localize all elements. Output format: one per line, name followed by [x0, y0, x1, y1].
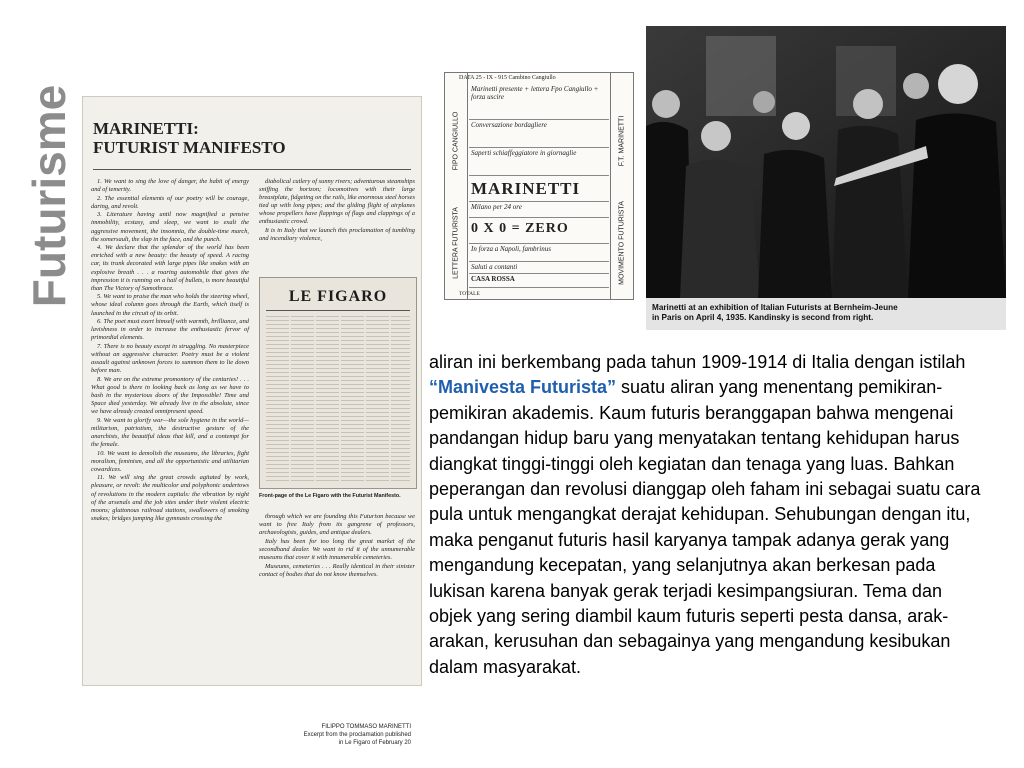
card-footer: TOTALE	[459, 291, 480, 297]
manifesto-point: 9. We want to glorify war—the sole hygiene in the world—militarism, patriotism, the destructive gesture of the anarchists, the beautiful ideas that kill, and a contempt for the female.	[91, 416, 249, 448]
card-handwritten-line: Saluti a contanti	[469, 263, 609, 274]
manifesto-point: 7. There is no beauty except in struggling. No masterpiece without an aggressive character. Poetry must be a violent assault against unknown forces to summon them to lie down before man.	[91, 342, 249, 375]
le-figaro-front-page	[259, 277, 417, 489]
signature-line: Excerpt from the proclamation published	[303, 732, 411, 738]
card-handwritten-line: Milano per 24 ore	[469, 203, 609, 218]
manifesto-point: 11. We will sing the great crowds agitated by work, pleasure, or revolt: the multicolor and polyphonic undertows of revolutions in the modern capitals: the vibration by night of the arsenals and the job sites under their violent electric moons; gluttonous railroad stations, swallowers of smoking snakes; bridges jumping like gymnasts crossing the	[91, 474, 249, 522]
manifesto-heading-line1: MARINETTI:	[93, 119, 199, 138]
manifesto-column-1	[91, 178, 249, 678]
manifesto-point: 3. Literature having until now magnified a pensive immobility, ecstasy, and sleep, we want to exalt the aggressive movement, the insomnia, the double-time march, the somersault, the slap in the face, and the punch.	[91, 211, 249, 243]
manifesto-rule	[93, 169, 411, 170]
card-left-label: FIPO CANGIULLO	[452, 111, 460, 171]
manifesto-heading	[93, 119, 286, 157]
manifesto-paragraph: Italy has been for too long the great market of the secondhand dealer. We want to rid it of the unnumerable museums that cover it with innumerable cemeteries.	[259, 537, 415, 561]
card-zero-equation: 0 X 0 = ZERO	[469, 221, 609, 244]
manifesto-point: 1. We want to sing the love of danger, the habit of energy and of temerity.	[91, 178, 249, 194]
description-paragraph	[429, 350, 989, 680]
manifesto-paragraph: through which we are founding this Futurism because we want to free Italy from its gangrene of professors, archaeologists, guides, and antique dealers.	[259, 513, 415, 537]
manifesto-column-3	[259, 513, 415, 683]
newspaper-rule	[266, 310, 410, 311]
photo-caption-line2: in Paris on April 4, 1935. Kandinsky is second from right.	[652, 313, 874, 322]
exhibition-photograph	[646, 26, 1006, 330]
card-left-label: LETTERA FUTURISTA	[452, 206, 460, 279]
manifesto-point: 6. The poet must exert himself with warmth, brilliance, and lavishness in order to increase the enthusiastic fervor of primordial elements.	[91, 318, 249, 342]
newspaper-caption: Front-page of the Le Figaro with the Futurist Manifesto.	[259, 493, 401, 499]
card-right-label: MOVIMENTO FUTURISTA	[618, 200, 626, 285]
card-handwritten-line: Saperti schiaffeggiatore in giornaglie	[469, 149, 609, 176]
card-marinetti: MARINETTI	[469, 179, 609, 202]
futurist-letter-card	[444, 72, 634, 300]
photo-caption	[646, 298, 1006, 330]
manifesto-point: 8. We are on the extreme promontory of the centuries! . . . What good is there in looking back as long as we have to bash in the mysterious doors of the Impossible! Time and Space died yesterday. We already live in the absolute, since we have already created omnipresent speed.	[91, 375, 249, 416]
photo-scene	[646, 26, 1006, 298]
manifesto-heading-line2: FUTURIST MANIFESTO	[93, 138, 286, 157]
paragraph-text: suatu aliran yang menentang pemikiran-pemikiran akademis. Kaum futuris beranggapan bahwa mengenai pandangan hidup baru yang menyatakan tentang kehidupan harus diangkat tinggi-tinggi oleh kegiatan dan tenaga yang luas. Bahkan peperangan dan revolusi dianggap oleh faham ini sebagai suatu cara pula untuk mengangkat derajat kehidupan. Sehubungan dengan itu, maka penganut futuris hasil karyanya tampak adanya gerak yang mengandung kecepatan, yang selanjutnya akan berkesan pada lukisan karena banyak gerak terjadi kesimpangsiuran. Tema dan objek yang sering diambil kaum futuris seperti pesta dansa, arak-arakan, kerusuhan dan sebagainya yang mengandung kesibukan dalam masyarakat.	[429, 377, 981, 677]
manifesto-page	[82, 96, 422, 746]
paragraph-text: aliran ini berkembang pada tahun 1909-1914 di Italia dengan istilah	[429, 352, 966, 372]
signature-name: FILIPPO TOMMASO MARINETTI	[321, 724, 411, 730]
photo-caption-line1: Marinetti at an exhibition of Italian Futurists at Bernheim-Jeune	[652, 303, 898, 312]
card-left-margin	[445, 73, 468, 299]
manifesto-term-highlight: “Manivesta Futurista”	[429, 377, 617, 398]
card-casa-rossa: CASA ROSSA	[469, 275, 609, 288]
manifesto-point: 5. We want to praise the man who holds the steering wheel, whose ideal column goes through the Earth, which itself is launched in the circuit of its orbit.	[91, 293, 249, 317]
signature-line: in Le Figaro of February 20	[338, 740, 411, 746]
slide-title	[22, 56, 76, 336]
manifesto-point: 4. We declare that the splendor of the world has been enriched with a new beauty: the beauty of speed. A racing car, its trunk decorated with large pipes like snakes with an explosive breath . . . a roaring automobile that gives the impression it is running on a hail of bullets, is more beautiful than The Victory of Samothrace.	[91, 244, 249, 292]
card-handwritten-line: Marinetti presente + lettera Fpo Cangiullo + forza uscire	[469, 85, 609, 120]
newspaper-column-gutters	[266, 316, 410, 482]
manifesto-point: 2. The essential elements of our poetry will be courage, daring, and revolt.	[91, 194, 249, 210]
card-right-margin	[610, 73, 633, 299]
manifesto-signature	[304, 723, 411, 747]
manifesto-point: 10. We want to demolish the museums, the libraries, fight moralism, feminism, and all the opportunistic and utilitarian cowardices.	[91, 449, 249, 473]
manifesto-paragraph: diabolical cutlery of sunny rivers; adventurous steamships sniffing the horizon; locomotives with their large breastplate, fidgeting on the rails, like enormous steel horses tied up with long pipes; and the gliding flight of airplanes whose propellers have flappings of flags and clappings of a enthusiastic crowd.	[259, 178, 415, 226]
card-handwritten-line: In forza a Napoli, fambrinus	[469, 245, 609, 262]
manifesto-column-2	[259, 178, 415, 288]
manifesto-paragraph: Museums, cemeteries . . . Really identical in their sinister contact of bodies that do not know themselves.	[259, 562, 415, 578]
manifesto-paragraph: It is in Italy that we launch this proclamation of tumbling and incendiary violence,	[259, 227, 415, 243]
newspaper-masthead: LE FIGARO	[288, 288, 388, 305]
slide-title-text: Futurisme	[23, 84, 75, 308]
card-right-label: F.T. MARINETTI	[618, 115, 626, 167]
card-header: DATA 25 - IX - 915 Cambino Cangiullo	[459, 75, 556, 81]
card-handwritten-line: Conversazione bordagliere	[469, 121, 609, 148]
